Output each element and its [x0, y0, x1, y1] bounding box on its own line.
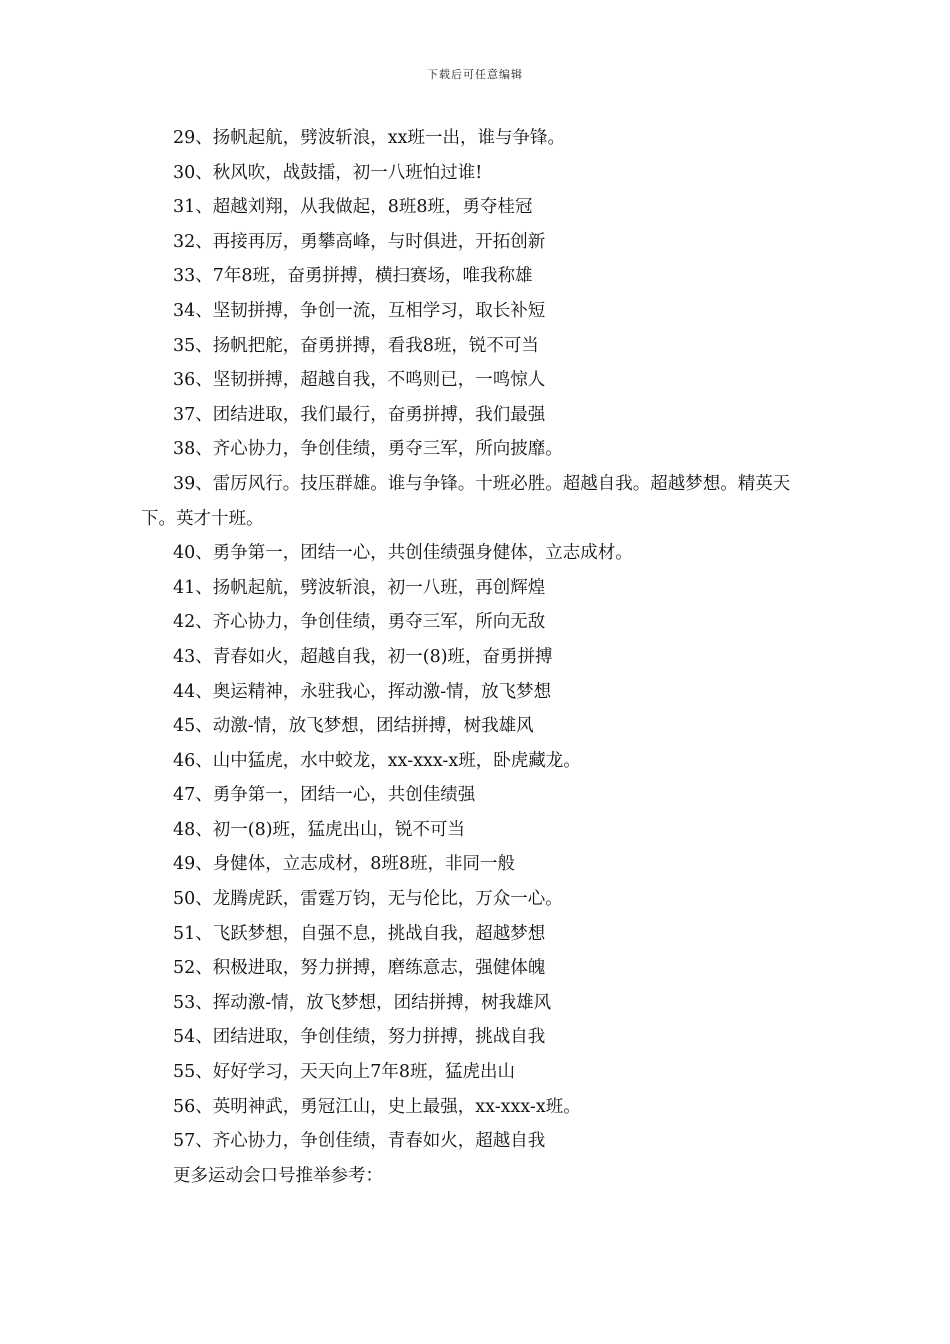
list-item: 36、坚韧拼搏，超越自我，不鸣则已，一鸣惊人 [173, 370, 546, 391]
more-slogans-heading: 更多运动会口号推举参考： [173, 1165, 383, 1186]
list-item: 34、坚韧拼搏，争创一流，互相学习，取长补短 [173, 300, 546, 321]
list-item: 54、团结进取，争创佳绩，努力拼搏，挑战自我 [173, 1027, 546, 1048]
list-item: 44、奥运精神，永驻我心，挥动激-情，放飞梦想 [173, 681, 552, 702]
list-item: 52、积极进取，努力拼搏，磨练意志，强健体魄 [173, 958, 546, 979]
page-header-note: 下载后可任意编辑 [427, 68, 523, 81]
list-item: 48、初一(8)班，猛虎出山，锐不可当 [173, 819, 466, 840]
list-item: 57、齐心协力，争创佳绩，青春如火，超越自我 [173, 1131, 546, 1152]
list-item: 43、青春如火，超越自我，初一(8)班，奋勇拼搏 [173, 646, 553, 667]
list-item: 41、扬帆起航，劈波斩浪，初一八班，再创辉煌 [173, 577, 546, 598]
list-item: 51、飞跃梦想，自强不息，挑战自我，超越梦想 [173, 923, 546, 944]
list-item: 42、齐心协力，争创佳绩，勇夺三军，所向无敌 [173, 612, 546, 633]
list-item: 49、身健体，立志成材，8班8班，非同一般 [173, 854, 516, 875]
list-item: 37、团结进取，我们最行，奋勇拼搏，我们最强 [173, 404, 546, 425]
list-item: 38、齐心协力，争创佳绩，勇夺三军，所向披靡。 [173, 439, 563, 460]
list-item: 32、再接再厉，勇攀高峰，与时俱进，开拓创新 [173, 231, 546, 252]
list-item: 55、好好学习，天天向上7年8班，猛虎出山 [173, 1062, 516, 1083]
list-item: 47、勇争第一，团结一心，共创佳绩强 [173, 785, 476, 806]
slogan-list [141, 121, 811, 1193]
list-item: 39、雷厉风行。技压群雄。谁与争锋。十班必胜。超越自我。超越梦想。精英天下。英才十班。 [141, 473, 791, 529]
list-item: 35、扬帆把舵，奋勇拼搏，看我8班，锐不可当 [173, 335, 539, 356]
list-item: 56、英明神武，勇冠江山，史上最强，xx-xxx-x班。 [173, 1096, 581, 1117]
list-item: 46、山中猛虎，水中蛟龙，xx-xxx-x班，卧虎藏龙。 [173, 750, 581, 771]
list-item: 40、勇争第一，团结一心，共创佳绩强身健体，立志成材。 [173, 543, 633, 564]
list-item: 53、挥动激-情，放飞梦想，团结拼搏，树我雄风 [173, 992, 552, 1013]
list-item: 31、超越刘翔，从我做起，8班8班，勇夺桂冠 [173, 197, 533, 218]
list-item: 45、动激-情，放飞梦想，团结拼搏，树我雄风 [173, 716, 534, 737]
list-item: 33、7年8班，奋勇拼搏，横扫赛场，唯我称雄 [173, 266, 533, 287]
list-item: 50、龙腾虎跃，雷霆万钧，无与伦比，万众一心。 [173, 889, 563, 910]
list-item: 29、扬帆起航，劈波斩浪，xx班一出，谁与争锋。 [173, 128, 566, 148]
list-item: 30、秋风吹，战鼓擂，初一八班怕过谁! [173, 162, 483, 183]
